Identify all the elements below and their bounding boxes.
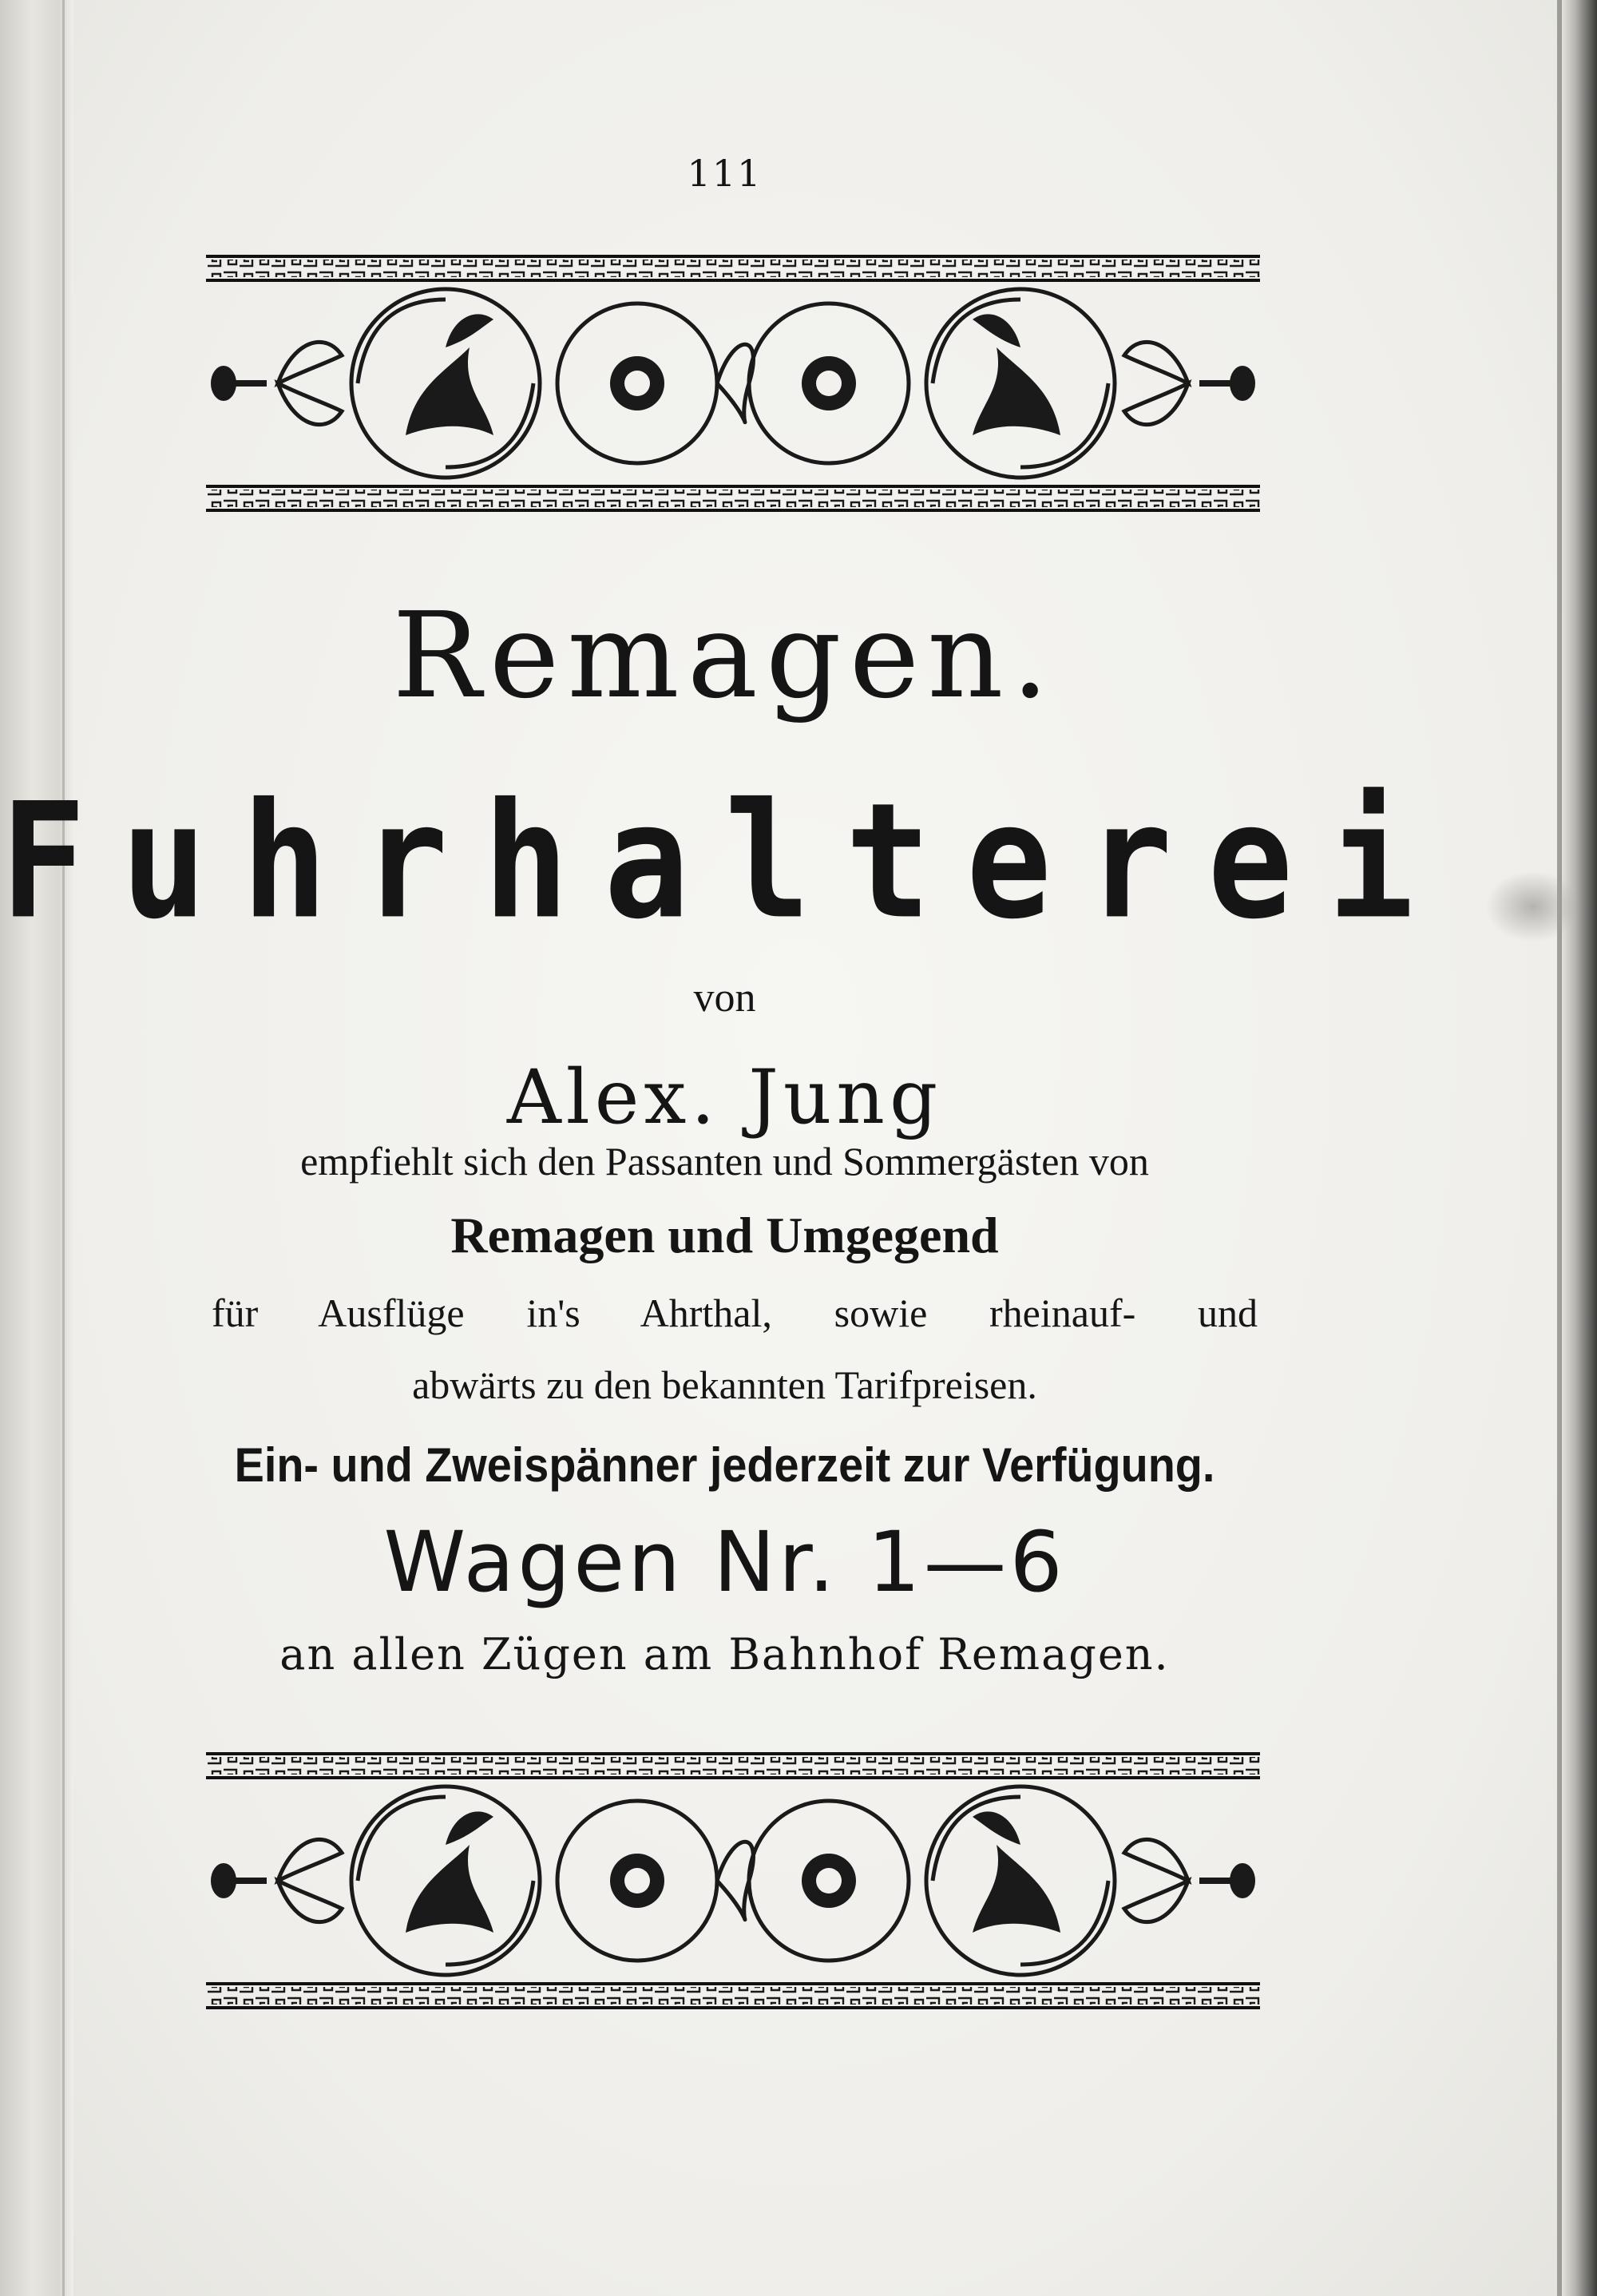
- stain-mark: [1485, 870, 1581, 942]
- ornament-border-icon: [206, 252, 1260, 523]
- page-edge-line: [1557, 0, 1562, 2296]
- body-line-1: empfiehlt sich den Passanten und Sommergästen von: [300, 1139, 1149, 1184]
- body-line-3: für Ausflüge in's Ahrthal, sowie rheinauf- und: [212, 1291, 1258, 1335]
- wagen-heading: Wagen Nr. 1—6: [383, 1513, 1066, 1611]
- body-line-2: Remagen und Umgegend: [450, 1207, 999, 1263]
- zuge-line: an allen Zügen am Bahnhof Remagen.: [279, 1629, 1170, 1679]
- body-line-4: abwärts zu den bekannten Tarifpreisen.: [412, 1362, 1037, 1407]
- ornament-border-icon: [206, 1749, 1260, 2020]
- top-ornamental-border: [206, 252, 1260, 523]
- body-line-5: Ein- und Zweispänner jederzeit zur Verfügung.: [234, 1438, 1215, 1492]
- page-edge-shadow: [1560, 0, 1597, 2296]
- owner-name: Alex. Jung: [506, 1054, 943, 1141]
- bottom-ornamental-border: [206, 1749, 1260, 2020]
- von-text: von: [693, 975, 756, 1021]
- page-number: 111: [687, 152, 763, 195]
- business-heading: Fuhrhalterei: [0, 768, 1449, 954]
- city-heading: Remagen.: [392, 587, 1057, 724]
